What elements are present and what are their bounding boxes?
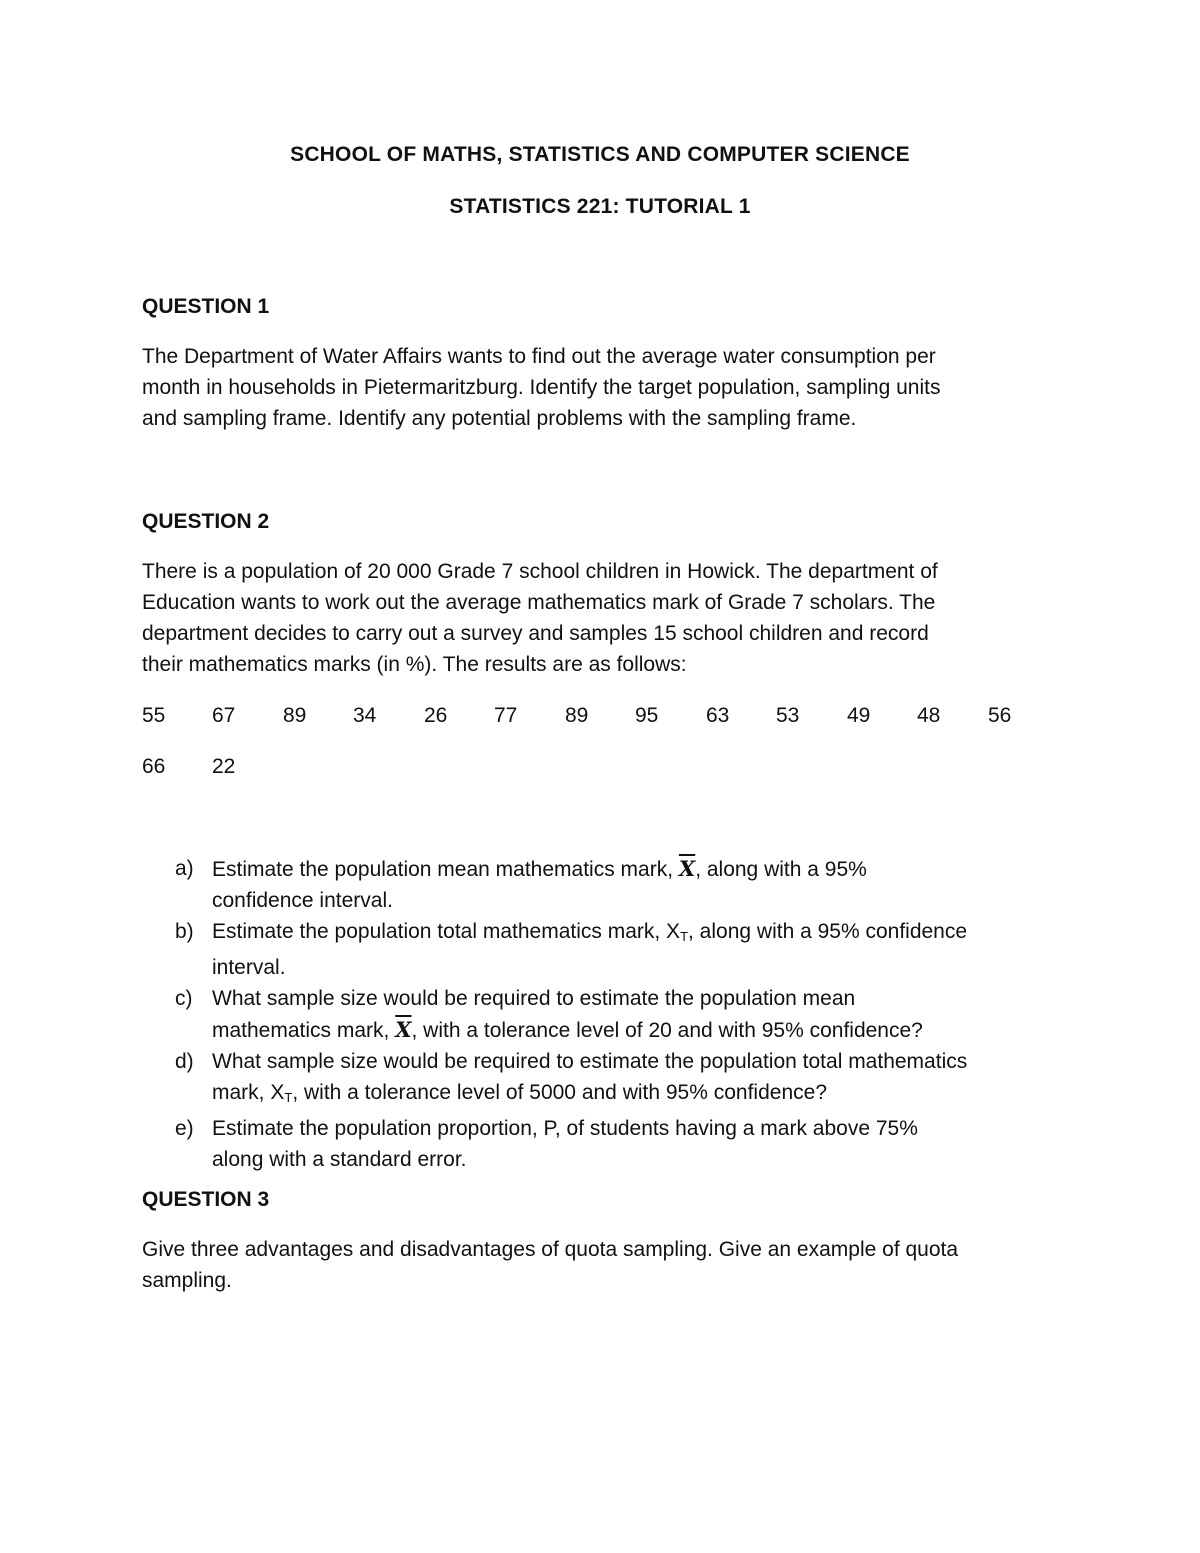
question-2-line: their mathematics marks (in %). The results are as follows: (142, 653, 687, 676)
x-bar-symbol: $\overline{X}$ (395, 1017, 412, 1042)
question-3-line: sampling. (142, 1269, 232, 1292)
course-title: STATISTICS 221: TUTORIAL 1 (449, 195, 751, 218)
part-b-line-1: Estimate the population total mathematics mark, $X_T$, along with a 95% confidence (212, 920, 968, 944)
mark-value: 67 (212, 704, 236, 727)
mark-value: 63 (706, 704, 730, 727)
mark-value: 48 (917, 704, 941, 727)
part-letter: e) (175, 1117, 194, 1140)
part-d (142, 1046, 1072, 1113)
part-c (142, 983, 1072, 1046)
mark-value: 89 (283, 704, 307, 727)
part-a-line-2: confidence interval. (212, 889, 393, 912)
question-2-text (142, 556, 1072, 680)
part-d-line-1: What sample size would be required to estimate the population total mathematics (212, 1050, 968, 1073)
part-c-line-1: What sample size would be required to estimate the population mean (212, 987, 856, 1010)
mark-value: 55 (142, 704, 166, 727)
part-a (142, 853, 1072, 916)
question-1-line: month in households in Pietermaritzburg. Identify the target population, sampling units (142, 376, 941, 399)
mark-value: 89 (565, 704, 589, 727)
question-2-heading: QUESTION 2 (142, 510, 270, 533)
question-1-text (142, 341, 1072, 434)
part-d-line-2: mark, $X_T$, with a tolerance level of 5000 and with 95% confidence? (212, 1081, 827, 1105)
part-e-line-2: along with a standard error. (212, 1148, 467, 1171)
part-a-line-1: Estimate the population mean mathematics mark, $\overline{X}$, along with a 95% (212, 856, 867, 881)
x-bar-symbol: $\overline{X}$ (678, 856, 696, 881)
part-c-line-2: mathematics mark, $\overline{X}$, with a tolerance level of 20 and with 95% confidence? (212, 1017, 923, 1042)
part-letter: d) (175, 1050, 194, 1073)
question-1-line: The Department of Water Affairs wants to find out the average water consumption per (142, 345, 936, 368)
question-2-parts (142, 853, 1072, 1175)
part-letter: c) (175, 987, 193, 1010)
mark-value: 66 (142, 755, 166, 778)
mark-value: 56 (988, 704, 1012, 727)
mark-value: 34 (353, 704, 377, 727)
mark-value: 26 (424, 704, 448, 727)
question-2-line: There is a population of 20 000 Grade 7 school children in Howick. The department of (142, 560, 938, 583)
part-e (142, 1113, 1072, 1175)
part-b-line-2: interval. (212, 956, 286, 979)
mark-value: 22 (212, 755, 236, 778)
question-1-heading: QUESTION 1 (142, 295, 270, 318)
mark-value: 53 (776, 704, 800, 727)
school-title: SCHOOL OF MATHS, STATISTICS AND COMPUTER SCIENCE (290, 143, 910, 166)
question-3-line: Give three advantages and disadvantages of quota sampling. Give an example of quota (142, 1238, 959, 1261)
part-e-line-1: Estimate the population proportion, P, of students having a mark above 75% (212, 1117, 918, 1140)
mark-value: 95 (635, 704, 659, 727)
x-total-symbol: $X_T$ (270, 1081, 293, 1105)
mark-value: 49 (847, 704, 871, 727)
part-letter: a) (175, 857, 194, 880)
question-3-heading: QUESTION 3 (142, 1188, 270, 1211)
question-2-line: department decides to carry out a survey and samples 15 school children and record (142, 622, 929, 645)
question-1-line: and sampling frame. Identify any potential problems with the sampling frame. (142, 407, 857, 430)
question-3-text (142, 1234, 1072, 1296)
x-total-symbol: $X_T$ (666, 920, 689, 944)
mark-value: 77 (494, 704, 518, 727)
part-b (142, 916, 1072, 983)
question-2-line: Education wants to work out the average mathematics mark of Grade 7 scholars. The (142, 591, 936, 614)
part-letter: b) (175, 920, 194, 943)
